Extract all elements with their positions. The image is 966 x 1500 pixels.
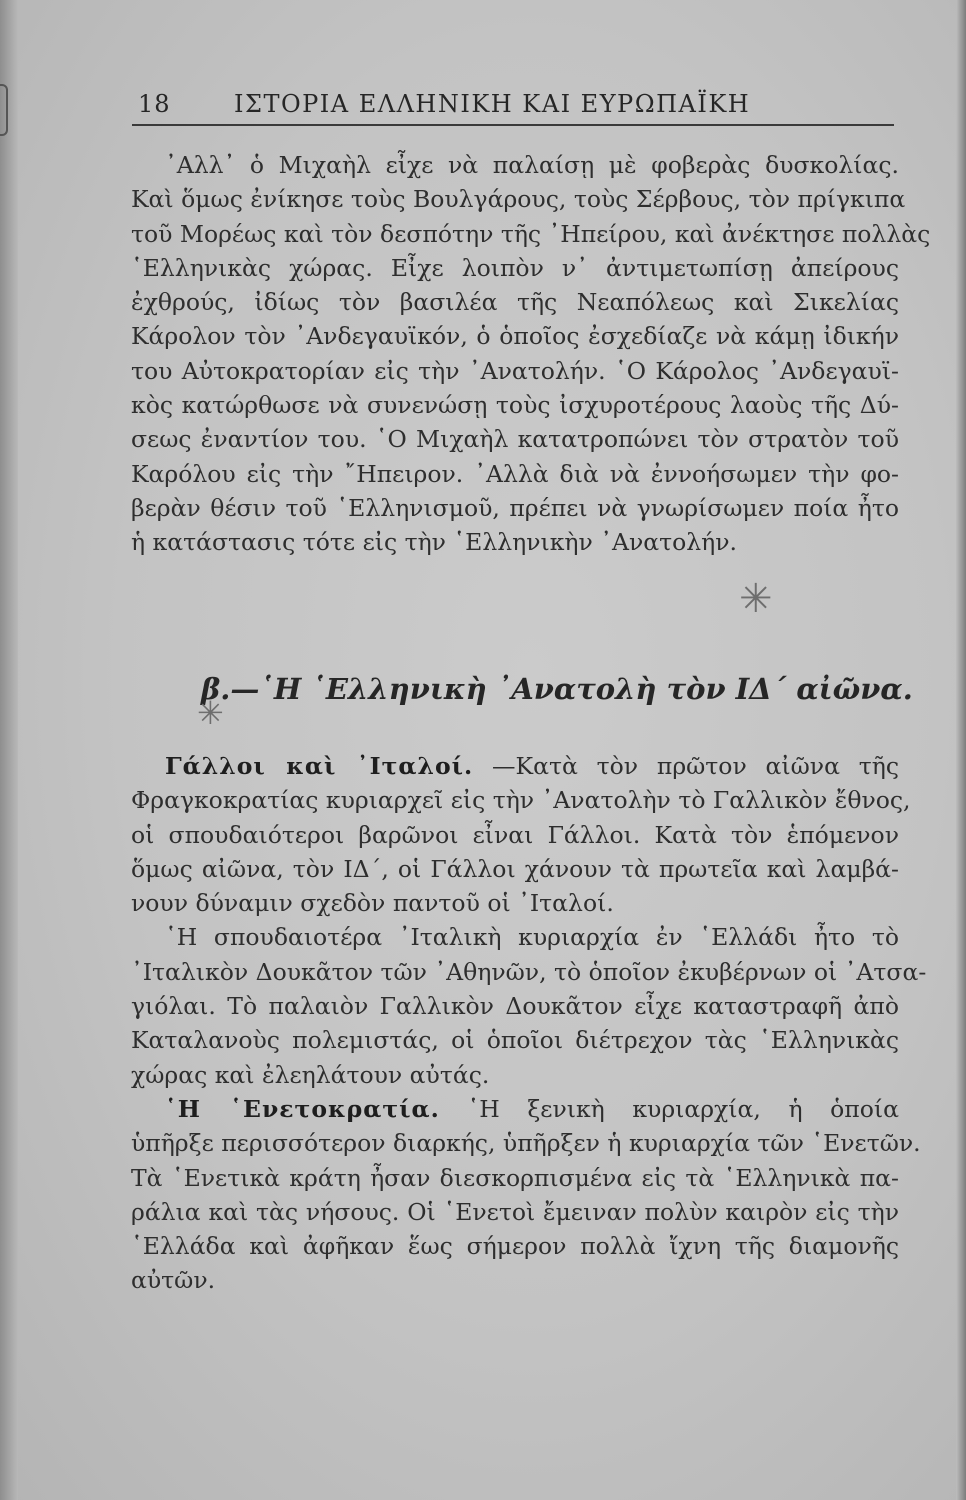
text-line: βερὰν θέσιν τοῦ ῾Ελληνισμοῦ, πρέπει νὰ γνωρίσωμεν ποία ἦτο	[131, 493, 899, 522]
text-line: χώρας καὶ ἐλεηλάτουν αὐτάς.	[131, 1060, 490, 1089]
paragraph-first-line	[131, 1092, 899, 1126]
text-line: ἐχθρούς, ἰδίως τὸν βασιλέα τῆς Νεαπόλεως καὶ Σικελίας	[131, 288, 899, 317]
pencil-asterisk-mark: ✳	[197, 694, 224, 732]
text-line: Καρόλου εἰς τὴν ῎Ηπειρον. ᾿Αλλὰ διὰ νὰ ἐννοήσωμεν τὴν φο-	[131, 459, 899, 488]
page-number: 18	[138, 90, 171, 118]
text-line: νουν δύναμιν σχεδὸν παντοῦ οἱ ᾿Ιταλοί.	[131, 889, 614, 918]
page-left-edge	[0, 0, 18, 1500]
text-line: γιόλαι. Τὸ παλαιὸν Γαλλικὸν Δουκᾶτον εἶχε καταστραφῆ ἀπὸ	[131, 992, 899, 1021]
section-heading: β.—῾Η ῾Ελληνικὴ ᾿Ανατολὴ τὸν ΙΔ΄ αἰῶνα.	[201, 672, 913, 706]
text-line: Τὰ ῾Ενετικὰ κράτη ἦσαν διεσκορπισμένα εἰς τὰ ῾Ελληνικὰ πα-	[131, 1163, 899, 1192]
margin-bracket-mark	[0, 84, 8, 136]
text-line: ᾿Ιταλικὸν Δουκᾶτον τῶν ᾿Αθηνῶν, τὸ ὁποῖον ἐκυβέρνων οἱ ᾿Ατσα-	[131, 957, 927, 986]
section-2-text	[131, 749, 927, 1298]
text-line: ῾Ελληνικὰς χώρας. Εἶχε λοιπὸν ν᾿ ἀντιμετωπίσῃ ἀπείρους	[131, 253, 899, 282]
page-header	[132, 84, 894, 126]
text-line: ᾿Αλλ᾿ ὁ Μιχαὴλ εἶχε νὰ παλαίσῃ μὲ φοβερὰς δυσκολίας.	[165, 151, 899, 179]
run-in-heading: ῾Η ῾Ενετοκρατία.	[165, 1094, 440, 1123]
text-line: κὸς κατώρθωσε νὰ συνενώσῃ τοὺς ἰσχυροτέρους λαοὺς τῆς Δύ-	[131, 391, 899, 420]
text-line: σεως ἐναντίον του. ῾Ο Μιχαὴλ κατατροπώνει τὸν στρατὸν τοῦ	[131, 425, 899, 454]
text-line: του Αὐτοκρατορίαν εἰς τὴν ᾿Ανατολήν. ῾Ο Κάρολος ᾿Ανδεγαυϊ-	[131, 356, 899, 385]
text-line: ράλια καὶ τὰς νήσους. Οἱ ῾Ενετοὶ ἔμειναν πολὺν καιρὸν εἰς τὴν	[131, 1197, 899, 1226]
pencil-asterisk-mark: ✳	[739, 576, 773, 622]
text-fragment: —Κατὰ τὸν πρῶτον αἰῶνα τῆς	[492, 752, 899, 780]
page-right-edge	[956, 0, 966, 1500]
text-line: Καταλανοὺς πολεμιστάς, οἱ ὁποῖοι διέτρεχον τὰς ῾Ελληνικὰς	[131, 1026, 899, 1055]
text-line: Κάρολον τὸν ᾿Ανδεγαυϊκόν, ὁ ὁποῖος ἐσχεδίαζε νὰ κάμῃ ἰδικήν	[131, 322, 899, 351]
text-line: ῾Η σπουδαιοτέρα ᾿Ιταλικὴ κυριαρχία ἐν ῾Ελλάδι ἦτο τὸ	[165, 923, 899, 952]
text-fragment: ῾Η ξενικὴ κυριαρχία, ἡ ὁποία	[467, 1094, 899, 1123]
text-line: ὑπῆρξε περισσότερον διαρκής, ὑπῆρξεν ἡ κυριαρχία τῶν ῾Ενετῶν.	[131, 1129, 921, 1158]
text-line: ἡ κατάστασις τότε εἰς τὴν ῾Ελληνικὴν ᾿Ανατολήν.	[131, 528, 737, 557]
text-line: Καὶ ὅμως ἐνίκησε τοὺς Βουλγάρους, τοὺς Σέρβους, τὸν πρίγκιπα	[131, 185, 906, 214]
text-line: οἱ σπουδαιότεροι βαρῶνοι εἶναι Γάλλοι. Κατὰ τὸν ἑπόμενον	[131, 820, 899, 849]
run-in-heading: Γάλλοι καὶ ᾿Ιταλοί.	[165, 752, 474, 780]
text-line: αὐτῶν.	[131, 1266, 216, 1295]
section-1-text	[131, 148, 931, 560]
paragraph-first-line	[131, 749, 899, 783]
running-title: ΙΣΤΟΡΙΑ ΕΛΛΗΝΙΚΗ ΚΑΙ ΕΥΡΩΠΑΪΚΗ	[234, 90, 751, 118]
text-line: ῾Ελλάδα καὶ ἀφῆκαν ἕως σήμερον πολλὰ ἴχνη τῆς διαμονῆς	[131, 1232, 899, 1261]
text-line: τοῦ Μορέως καὶ τὸν δεσπότην τῆς ᾿Ηπείρου, καὶ ἀνέκτησε πολλὰς	[131, 219, 931, 248]
text-line: Φραγκοκρατίας κυριαρχεῖ εἰς τὴν ᾿Ανατολὴν τὸ Γαλλικὸν ἔθνος,	[131, 786, 911, 815]
text-line: ὅμως αἰῶνα, τὸν ΙΔ΄, οἱ Γάλλοι χάνουν τὰ πρωτεῖα καὶ λαμβά-	[131, 854, 899, 883]
